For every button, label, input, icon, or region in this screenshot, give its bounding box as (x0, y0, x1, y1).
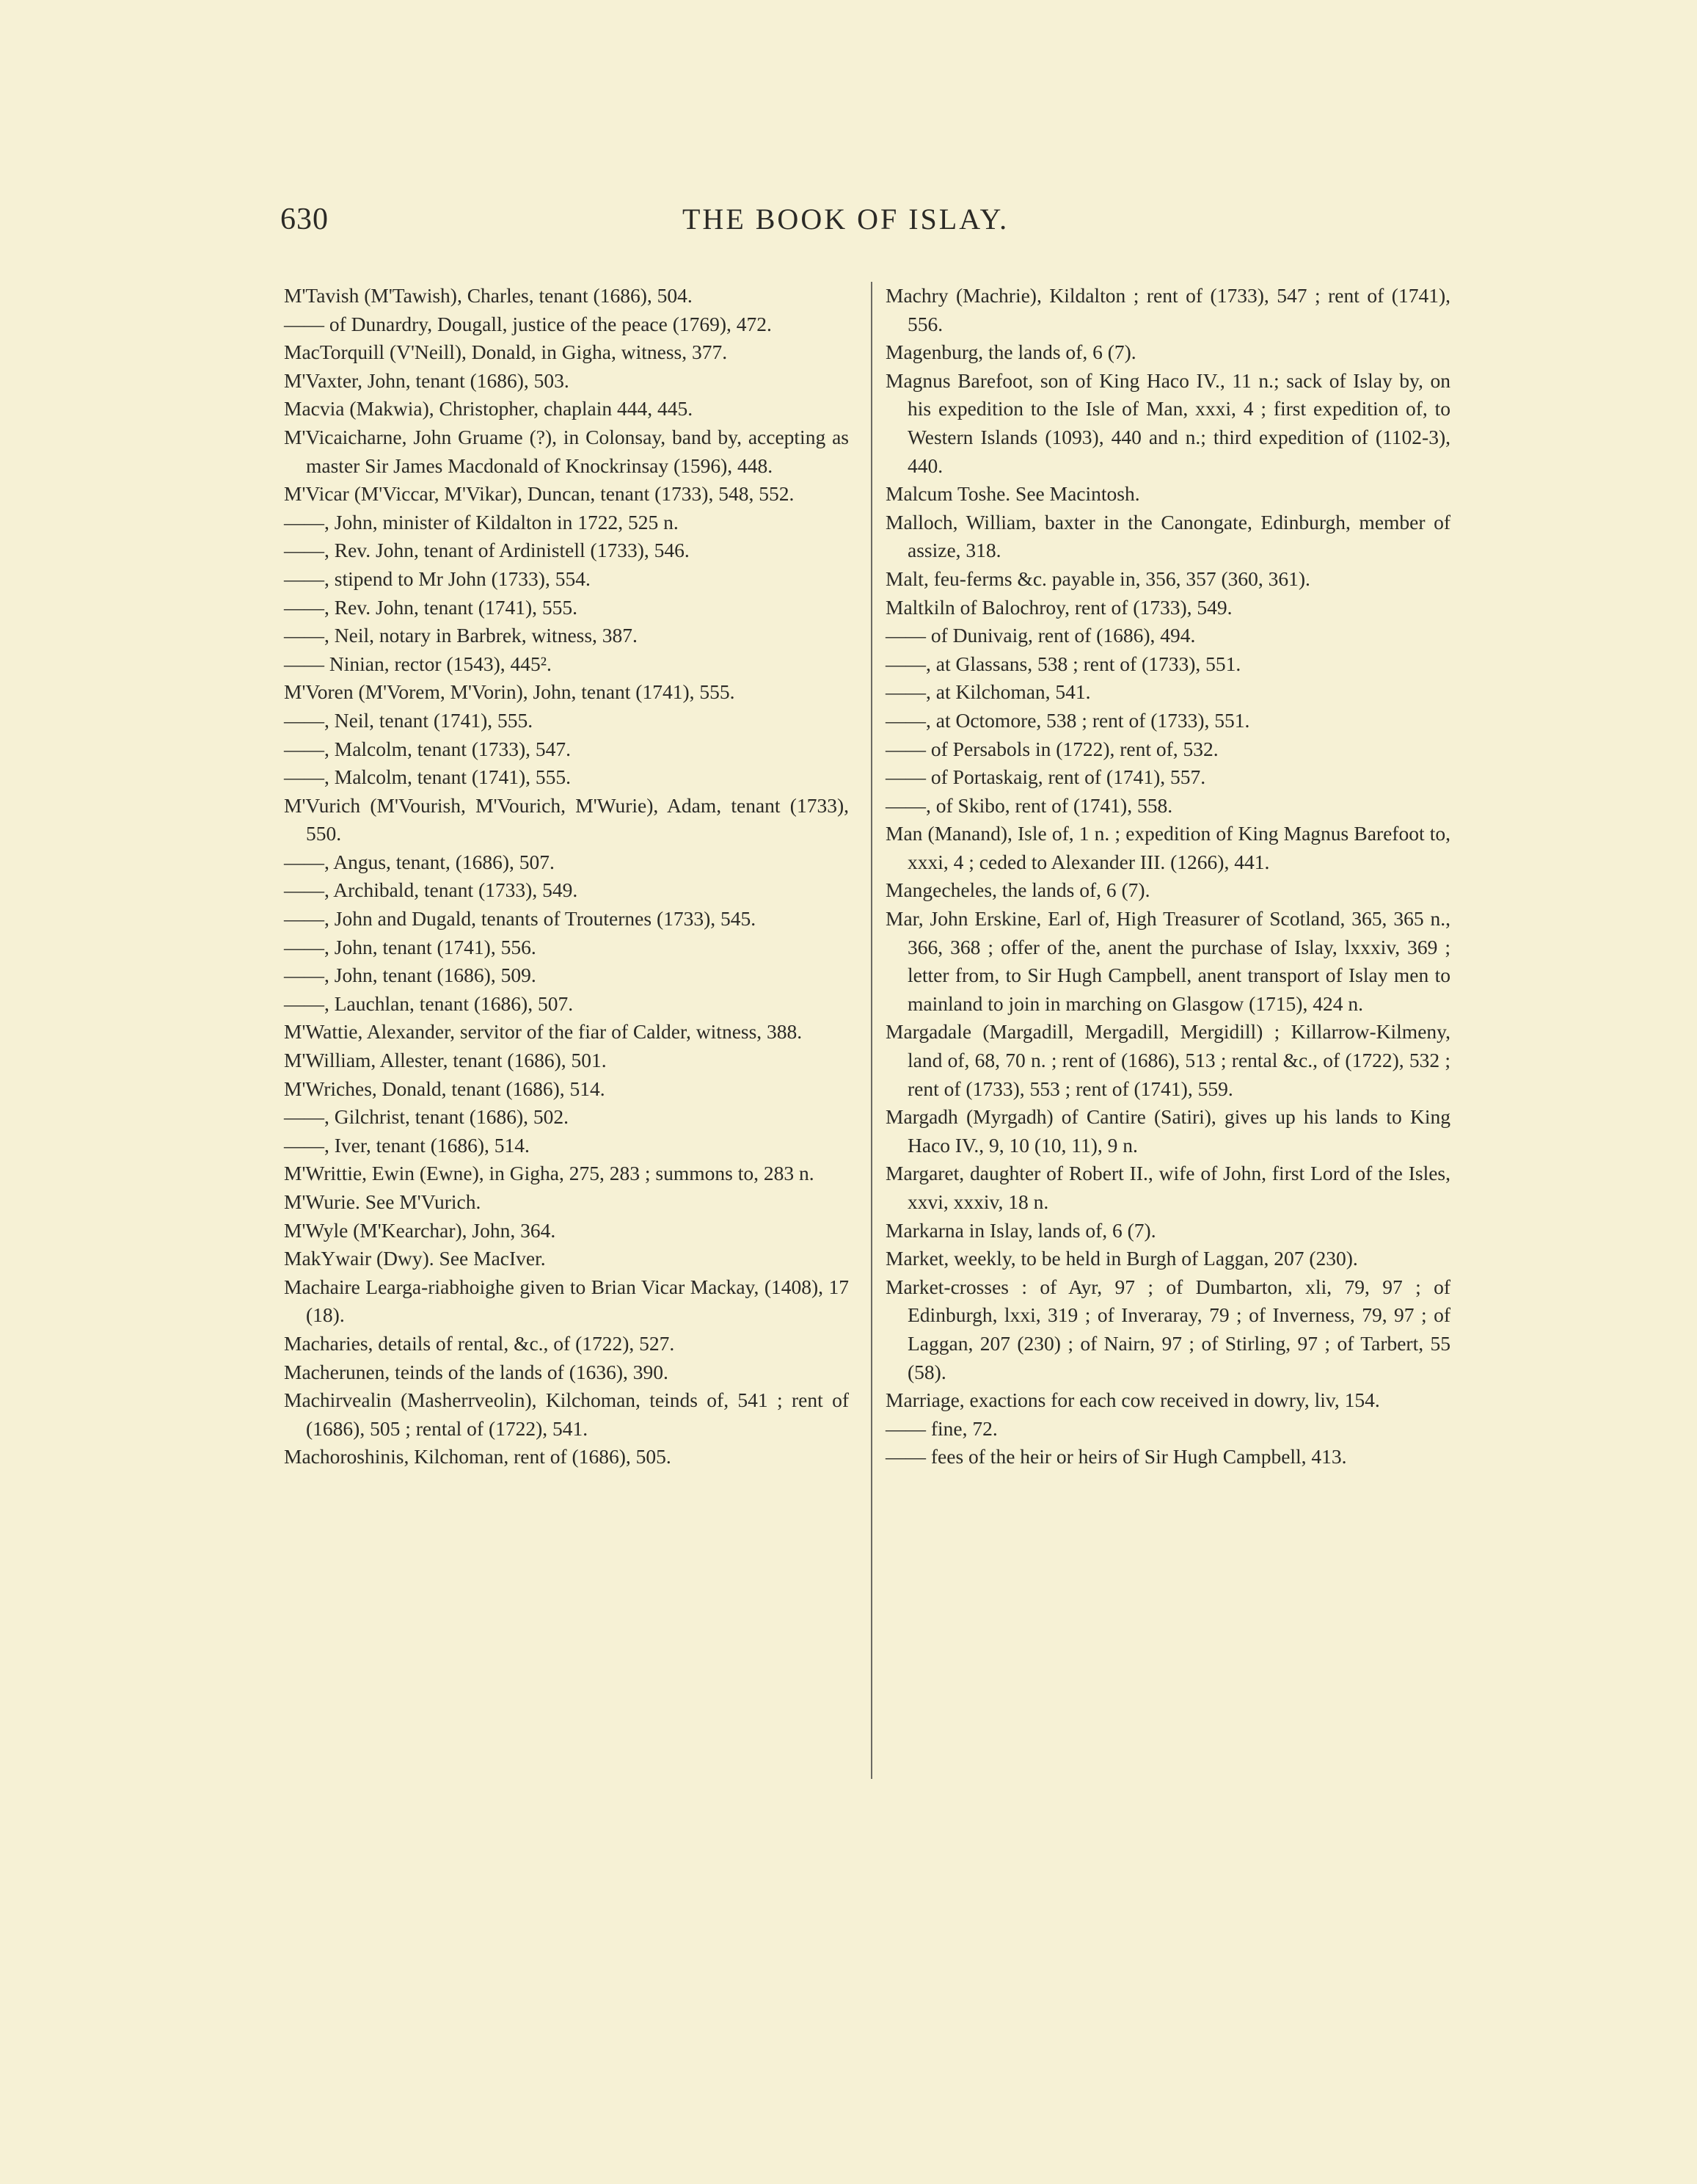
index-entry: Machry (Machrie), Kildalton ; rent of (1733), 547 ; rent of (1741), 556. (886, 284, 1450, 335)
index-entry: Malt, feu-ferms &c. payable in, 356, 357 (360, 361). (886, 567, 1310, 590)
index-entry: M'Voren (M'Vorem, M'Vorin), John, tenant (1741), 555. (284, 680, 735, 704)
index-entry: M'Vurich (M'Vourish, M'Vourich, M'Wurie), Adam, tenant (1733), 550. (284, 793, 849, 845)
index-entry: Mangecheles, the lands of, 6 (7). (886, 878, 1150, 902)
index-entry: M'Wattie, Alexander, servitor of the fiar of Calder, witness, 388. (284, 1020, 803, 1044)
index-entry: Man (Manand), Isle of, 1 n. ; expedition of King Magnus Barefoot to, xxxi, 4 ; ceded to Alexander III. (1266), 441. (886, 822, 1450, 873)
index-entry: Margadale (Margadill, Mergadill, Mergidill) ; Killarrow-Kilmeny, land of, 68, 70 n. ; rent of (1686), 513 ; rental &c., of (1722), 532 ; rent of (1733), 553 ; rent of (1741), 559. (886, 1020, 1450, 1100)
index-entry: Machirvealin (Masherrveolin), Kilchoman, teinds of, 541 ; rent of (1686), 505 ; rental of (1722), 541. (284, 1388, 849, 1440)
index-entry: M'Vicar (M'Viccar, M'Vikar), Duncan, tenant (1733), 548, 552. (284, 482, 795, 506)
column-divider (871, 282, 872, 1779)
index-entry: Markarna in Islay, lands of, 6 (7). (886, 1218, 1156, 1242)
index-entry: Maltkiln of Balochroy, rent of (1733), 549. (886, 595, 1233, 619)
index-entry: Malcum Toshe. See Macintosh. (886, 482, 1140, 506)
index-entry: ——, at Octomore, 538 ; rent of (1733), 551. (886, 708, 1250, 732)
index-entry: M'Wriches, Donald, tenant (1686), 514. (284, 1077, 605, 1100)
index-entry: Macharies, details of rental, &c., of (1722), 527. (284, 1331, 675, 1355)
index-entry: Magnus Barefoot, son of King Haco IV., 11 n.; sack of Islay by, on his expedition to the Isle of Man, xxxi, 4 ; first expedition of, to Western Islands (1093), 440 and n.; third expedition of (1102-3), 440. (886, 368, 1450, 477)
index-entry: Mar, John Erskine, Earl of, High Treasurer of Scotland, 365, 365 n., 366, 368 ; offer of the, anent the purchase of Islay, lxxxiv, 369 ; letter from, to Sir Hugh Campbell, anent transport of Islay men to mainland to join in marching on Glasgow (1715), 424 n. (886, 907, 1450, 1015)
index-entry: ——, Malcolm, tenant (1741), 555. (284, 765, 572, 789)
index-entry: ——, Neil, notary in Barbrek, witness, 387. (284, 624, 638, 647)
index-entry: —— of Portaskaig, rent of (1741), 557. (886, 765, 1206, 789)
index-entry: ——, of Skibo, rent of (1741), 558. (886, 793, 1173, 817)
index-entry: —— fine, 72. (886, 1416, 998, 1440)
index-entry: Machoroshinis, Kilchoman, rent of (1686), 505. (284, 1445, 671, 1468)
index-entry: ——, John, minister of Kildalton in 1722, 525 n. (284, 510, 679, 534)
index-entry: —— of Persabols in (1722), rent of, 532. (886, 737, 1219, 760)
index-entry: M'Vaxter, John, tenant (1686), 503. (284, 368, 569, 392)
index-column-left (284, 282, 849, 1471)
index-entry: Margaret, daughter of Robert II., wife of John, first Lord of the Isles, xxvi, xxxiv, 18 n. (886, 1162, 1450, 1213)
index-entry: MakYwair (Dwy). See MacIver. (284, 1247, 546, 1270)
index-entry: ——, Neil, tenant (1741), 555. (284, 708, 533, 732)
page-number: 630 (280, 203, 329, 236)
index-entry: M'Vicaicharne, John Gruame (?), in Colonsay, band by, accepting as master Sir James Macdonald of Knockrinsay (1596), 448. (284, 425, 849, 477)
index-entry: MacTorquill (V'Neill), Donald, in Gigha, witness, 377. (284, 341, 728, 364)
index-entry: Machaire Learga-riabhoighe given to Brian Vicar Mackay, (1408), 17 (18). (284, 1275, 849, 1327)
index-entry: M'William, Allester, tenant (1686), 501. (284, 1049, 607, 1072)
index-entry: Macvia (Makwia), Christopher, chaplain 444, 445. (284, 397, 693, 421)
running-head: THE BOOK OF ISLAY. (682, 203, 1010, 236)
index-entry: M'Writtie, Ewin (Ewne), in Gigha, 275, 283 ; summons to, 283 n. (284, 1162, 814, 1185)
index-entry: Margadh (Myrgadh) of Cantire (Satiri), gives up his lands to King Haco IV., 9, 10 (10, 11), 9 n. (886, 1105, 1450, 1157)
index-entry: ——, John, tenant (1686), 509. (284, 964, 536, 987)
index-entry: ——, John and Dugald, tenants of Trouternes (1733), 545. (284, 907, 756, 931)
index-entry: ——, stipend to Mr John (1733), 554. (284, 567, 591, 590)
index-entry: ——, Rev. John, tenant of Ardinistell (1733), 546. (284, 539, 690, 562)
index-entry: Marriage, exactions for each cow received in dowry, liv, 154. (886, 1388, 1380, 1412)
index-entry: —— of Dunivaig, rent of (1686), 494. (886, 624, 1196, 647)
index-entry: ——, Gilchrist, tenant (1686), 502. (284, 1105, 569, 1129)
index-entry: ——, Lauchlan, tenant (1686), 507. (284, 991, 574, 1015)
index-entry: Macherunen, teinds of the lands of (1636), 390. (284, 1360, 668, 1383)
index-entry: —— of Dunardry, Dougall, justice of the peace (1769), 472. (284, 312, 772, 335)
index-entry: ——, at Kilchoman, 541. (886, 680, 1091, 704)
index-entry: M'Wurie. See M'Vurich. (284, 1190, 481, 1213)
index-entry: ——, Archibald, tenant (1733), 549. (284, 878, 578, 902)
index-entry: M'Tavish (M'Tawish), Charles, tenant (1686), 504. (284, 284, 693, 307)
index-entry: Market, weekly, to be held in Burgh of Laggan, 207 (230). (886, 1247, 1358, 1270)
index-column-right (886, 282, 1450, 1471)
index-entry: ——, Angus, tenant, (1686), 507. (284, 850, 555, 873)
index-entry: —— fees of the heir or heirs of Sir Hugh Campbell, 413. (886, 1445, 1347, 1468)
index-entry: Malloch, William, baxter in the Canongate, Edinburgh, member of assize, 318. (886, 510, 1450, 562)
index-entry: —— Ninian, rector (1543), 445². (284, 652, 552, 675)
index-entry: ——, Malcolm, tenant (1733), 547. (284, 737, 572, 760)
index-entry: ——, Iver, tenant (1686), 514. (284, 1133, 530, 1157)
index-entry: ——, Rev. John, tenant (1741), 555. (284, 595, 577, 619)
index-entry: M'Wyle (M'Kearchar), John, 364. (284, 1218, 556, 1242)
index-entry: Market-crosses : of Ayr, 97 ; of Dumbarton, xli, 79, 97 ; of Edinburgh, lxxi, 319 ; of Inveraray, 79 ; of Inverness, 79, 97 ; of Laggan, 207 (230) ; of Nairn, 97 ; of Stirling, 97 ; of Tarbert, 55 (58). (886, 1275, 1450, 1383)
index-entry: ——, at Glassans, 538 ; rent of (1733), 551. (886, 652, 1241, 675)
index-entry: ——, John, tenant (1741), 556. (284, 935, 536, 958)
index-entry: Magenburg, the lands of, 6 (7). (886, 341, 1136, 364)
